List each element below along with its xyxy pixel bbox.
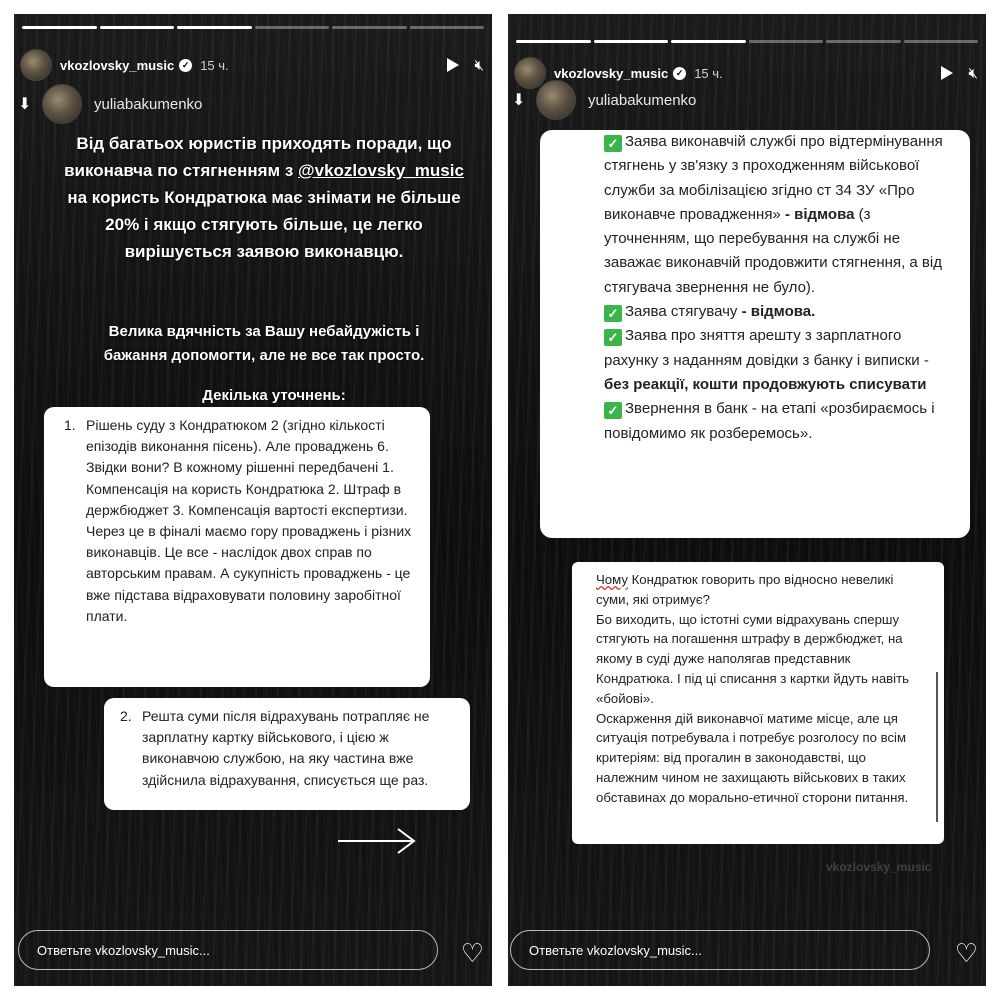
arrow-right-icon [336, 826, 418, 856]
scrollbar[interactable] [936, 672, 938, 822]
item-number: 1. [64, 417, 76, 433]
thanks-text: Велика вдячність за Вашу небайдужість і бажання допомогти, але не все так просто. [103, 323, 425, 364]
progress-segment [177, 26, 252, 29]
verified-icon: ✓ [673, 67, 686, 80]
item-text: Решта суми після відрахувань потрапляє не зарплатну картку військового, і цією ж виконавчою службою, на яку частина вже здійснила відрахування, списується ще раз. [142, 708, 430, 788]
clarification-card-2 [104, 698, 470, 810]
progress-segment [100, 26, 175, 29]
progress-segment [516, 40, 591, 43]
item-text: Рішень суду з Кондратюком 2 (згідно кількості епізодів виконання пісень). Але проваджень 6. Звідки вони? В кожному рішенні передбачені 1. Компенсація на користь Кондратюка 2. Штраф в держбюджет 3. Компенсація вартості експертизи. Через це в фіналі маємо гору проваджень і різних виконавців. Це все - наслідок двох справ по авторським правам. А сукупність проваджень - це вже підстава відраховувати половину заробітної плати. [86, 417, 412, 624]
reposted-username[interactable]: yuliabakumenko [94, 95, 203, 113]
story-progress [516, 40, 978, 43]
repost-header [512, 80, 696, 120]
mute-icon[interactable]: 🔇︎ [968, 64, 978, 82]
play-icon[interactable] [941, 66, 953, 80]
story-progress [22, 26, 484, 29]
check-mark-icon: ✓ [604, 402, 622, 419]
post-time: 15 ч. [200, 57, 229, 73]
answer: Бо виходить, що істотні суми відрахувань спершу стягують на погашення штрафу в держбюджет, на якому в суді дуже наполягав представник Кондратюка. І під ці списання з картки йдуть навіть «бойові». [596, 611, 910, 706]
check-mark-icon: ✓ [604, 305, 622, 322]
play-icon[interactable] [447, 58, 459, 72]
progress-segment [22, 26, 97, 29]
username[interactable]: vkozlovsky_music [554, 65, 669, 81]
story-right[interactable] [508, 14, 986, 986]
reply-input[interactable]: Ответьте vkozlovsky_music... [18, 930, 438, 970]
avatar[interactable] [20, 49, 52, 81]
check-mark-icon: ✓ [604, 329, 622, 346]
clarification-card-1 [44, 407, 430, 687]
verified-icon: ✓ [179, 59, 192, 72]
progress-segment [594, 40, 669, 43]
headline-pre: Від багатьох юристів приходять поради, що виконавча по стягненням з [64, 134, 452, 180]
progress-segment [410, 26, 485, 29]
reposted-avatar[interactable] [536, 80, 576, 120]
heart-icon[interactable]: ♡ [460, 938, 484, 968]
post-time: 15 ч. [694, 65, 723, 81]
repost-header [18, 84, 202, 124]
progress-segment [749, 40, 824, 43]
appeal: Оскарження дій виконавчої матиме місце, але ця ситуація потребувала і потребує розголосу по всім критеріям: від прогалин в законодавстві, що належним чином не захищають військових в таких обставинах до морально-етичної сторони питання. [596, 710, 909, 805]
story-header [20, 48, 484, 82]
headline-post: на користь Кондратюка має знімати не більше 20% і якщо стягують більше, це легко вирішується заявою виконавцю. [67, 188, 461, 261]
reposted-avatar[interactable] [42, 84, 82, 124]
story-left[interactable] [14, 14, 492, 986]
progress-segment [826, 40, 901, 43]
item-number: 2. [120, 708, 132, 724]
status-card [540, 130, 970, 538]
status-item-1: ✓ Заява виконавчій службі про відтермінування стягнень у зв'язку з проходженням військової служби за мобілізацією згідно ст 34 ЗУ «Про виконавче провадження» - відмова (з уточненням, що перебування на службі не заважає виконавчій продовжити стягнення, а від стягувача звернення не було). [604, 133, 943, 296]
username[interactable]: vkozlovsky_music [60, 57, 175, 73]
explanation-card [572, 562, 944, 844]
heart-icon[interactable]: ♡ [954, 938, 978, 968]
progress-segment [904, 40, 979, 43]
reply-input[interactable]: Ответьте vkozlovsky_music... [510, 930, 930, 970]
reposted-username[interactable]: yuliabakumenko [588, 91, 697, 109]
status-item-3: ✓ Заява про зняття арешту з зарплатного рахунку з наданням довідки з банку і виписки - без реакції, кошти продовжують списувати [604, 327, 929, 393]
question: Чому Кондратюк говорить про відносно невеликі суми, які отримує? [596, 572, 894, 607]
headline [54, 130, 474, 265]
status-item-4: ✓ Звернення в банк - на етапі «розбираємось і повідомимо як розберемось». [604, 400, 935, 442]
progress-segment [332, 26, 407, 29]
progress-segment [255, 26, 330, 29]
repost-arrow-icon: ⬇ [512, 92, 526, 109]
status-item-2: ✓ Заява стягувачу - відмова. [604, 300, 950, 324]
mention-link[interactable]: @vkozlovsky_music [298, 161, 464, 180]
watermark: vkozlovsky_music [826, 860, 932, 874]
clarifications-title: Декілька уточнень: [202, 387, 346, 404]
repost-arrow-icon: ⬇ [18, 96, 32, 113]
progress-segment [671, 40, 746, 43]
mute-icon[interactable]: 🔇︎ [474, 56, 484, 74]
check-mark-icon: ✓ [604, 135, 622, 152]
